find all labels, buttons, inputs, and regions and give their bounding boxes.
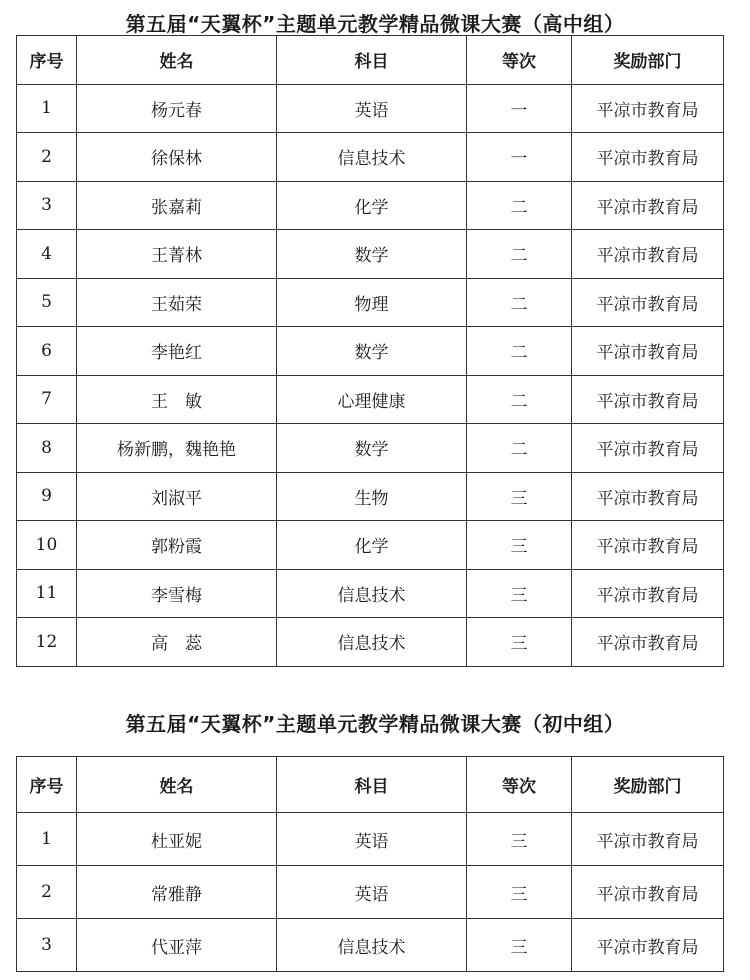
cell-no: 3 xyxy=(17,181,77,230)
cell-rank: 三 xyxy=(467,618,572,667)
cell-no: 3 xyxy=(17,919,77,972)
cell-no: 2 xyxy=(17,133,77,182)
cell-award-department: 平凉市教育局 xyxy=(572,230,724,279)
table-row xyxy=(17,521,724,570)
cell-subject: 信息技术 xyxy=(277,569,467,618)
header-no: 序号 xyxy=(17,36,77,85)
cell-rank: 一 xyxy=(467,133,572,182)
cell-subject: 化学 xyxy=(277,181,467,230)
table-row xyxy=(17,866,724,919)
cell-rank: 二 xyxy=(467,181,572,230)
cell-no: 6 xyxy=(17,327,77,376)
cell-subject: 英语 xyxy=(277,866,467,919)
cell-subject: 心理健康 xyxy=(277,375,467,424)
cell-name: 刘淑平 xyxy=(77,472,277,521)
cell-name: 杨元春 xyxy=(77,84,277,133)
cell-rank: 三 xyxy=(467,472,572,521)
cell-no: 9 xyxy=(17,472,77,521)
cell-subject: 信息技术 xyxy=(277,133,467,182)
cell-name: 王茹荣 xyxy=(77,278,277,327)
header-subject: 科目 xyxy=(277,757,467,813)
cell-subject: 英语 xyxy=(277,813,467,866)
cell-no: 7 xyxy=(17,375,77,424)
cell-no: 1 xyxy=(17,84,77,133)
table-row xyxy=(17,375,724,424)
cell-name: 杨新鹏，魏艳艳 xyxy=(77,424,277,473)
header-subject: 科目 xyxy=(277,36,467,85)
cell-name: 王 敏 xyxy=(77,375,277,424)
table-row xyxy=(17,569,724,618)
cell-no: 4 xyxy=(17,230,77,279)
table-row xyxy=(17,133,724,182)
cell-rank: 二 xyxy=(467,278,572,327)
cell-name: 高 蕊 xyxy=(77,618,277,667)
cell-rank: 二 xyxy=(467,230,572,279)
cell-subject: 数学 xyxy=(277,230,467,279)
cell-award-department: 平凉市教育局 xyxy=(572,424,724,473)
header-award-department: 奖励部门 xyxy=(572,757,724,813)
cell-name: 代亚萍 xyxy=(77,919,277,972)
cell-award-department: 平凉市教育局 xyxy=(572,327,724,376)
cell-no: 1 xyxy=(17,813,77,866)
table-row xyxy=(17,618,724,667)
awards-table-junior-high xyxy=(16,756,724,972)
cell-name: 李艳红 xyxy=(77,327,277,376)
cell-no: 10 xyxy=(17,521,77,570)
cell-award-department: 平凉市教育局 xyxy=(572,813,724,866)
cell-subject: 信息技术 xyxy=(277,919,467,972)
cell-award-department: 平凉市教育局 xyxy=(572,618,724,667)
cell-name: 徐保林 xyxy=(77,133,277,182)
cell-subject: 化学 xyxy=(277,521,467,570)
table-title-senior-high: 第五届“天翼杯”主题单元教学精品微课大赛（高中组） xyxy=(125,12,625,36)
header-rank: 等次 xyxy=(467,36,572,85)
cell-rank: 三 xyxy=(467,569,572,618)
table-body xyxy=(17,813,724,972)
cell-subject: 英语 xyxy=(277,84,467,133)
cell-subject: 生物 xyxy=(277,472,467,521)
cell-subject: 信息技术 xyxy=(277,618,467,667)
cell-rank: 三 xyxy=(467,813,572,866)
cell-award-department: 平凉市教育局 xyxy=(572,181,724,230)
cell-rank: 二 xyxy=(467,424,572,473)
cell-rank: 一 xyxy=(467,84,572,133)
cell-award-department: 平凉市教育局 xyxy=(572,569,724,618)
table-body xyxy=(17,84,724,666)
cell-award-department: 平凉市教育局 xyxy=(572,472,724,521)
table-row xyxy=(17,230,724,279)
table-row xyxy=(17,919,724,972)
cell-award-department: 平凉市教育局 xyxy=(572,375,724,424)
table-title-junior-high: 第五届“天翼杯”主题单元教学精品微课大赛（初中组） xyxy=(125,712,625,736)
cell-rank: 二 xyxy=(467,327,572,376)
cell-rank: 三 xyxy=(467,866,572,919)
table-row xyxy=(17,84,724,133)
cell-subject: 数学 xyxy=(277,424,467,473)
cell-no: 12 xyxy=(17,618,77,667)
table-row xyxy=(17,181,724,230)
table-header-row xyxy=(17,757,724,813)
cell-no: 2 xyxy=(17,866,77,919)
header-award-department: 奖励部门 xyxy=(572,36,724,85)
cell-award-department: 平凉市教育局 xyxy=(572,84,724,133)
table-header-row xyxy=(17,36,724,85)
cell-rank: 三 xyxy=(467,919,572,972)
table-row xyxy=(17,424,724,473)
cell-award-department: 平凉市教育局 xyxy=(572,919,724,972)
table-row xyxy=(17,472,724,521)
header-no: 序号 xyxy=(17,757,77,813)
cell-name: 王菁林 xyxy=(77,230,277,279)
cell-no: 11 xyxy=(17,569,77,618)
cell-award-department: 平凉市教育局 xyxy=(572,866,724,919)
cell-name: 郭粉霞 xyxy=(77,521,277,570)
table-row xyxy=(17,278,724,327)
cell-rank: 二 xyxy=(467,375,572,424)
cell-award-department: 平凉市教育局 xyxy=(572,278,724,327)
header-name: 姓名 xyxy=(77,757,277,813)
cell-no: 5 xyxy=(17,278,77,327)
awards-table-senior-high xyxy=(16,35,724,667)
cell-subject: 数学 xyxy=(277,327,467,376)
cell-name: 李雪梅 xyxy=(77,569,277,618)
header-rank: 等次 xyxy=(467,757,572,813)
cell-name: 张嘉莉 xyxy=(77,181,277,230)
cell-award-department: 平凉市教育局 xyxy=(572,133,724,182)
cell-rank: 三 xyxy=(467,521,572,570)
table-row xyxy=(17,813,724,866)
cell-no: 8 xyxy=(17,424,77,473)
cell-award-department: 平凉市教育局 xyxy=(572,521,724,570)
table-row xyxy=(17,327,724,376)
cell-name: 常雅静 xyxy=(77,866,277,919)
cell-subject: 物理 xyxy=(277,278,467,327)
cell-name: 杜亚妮 xyxy=(77,813,277,866)
header-name: 姓名 xyxy=(77,36,277,85)
